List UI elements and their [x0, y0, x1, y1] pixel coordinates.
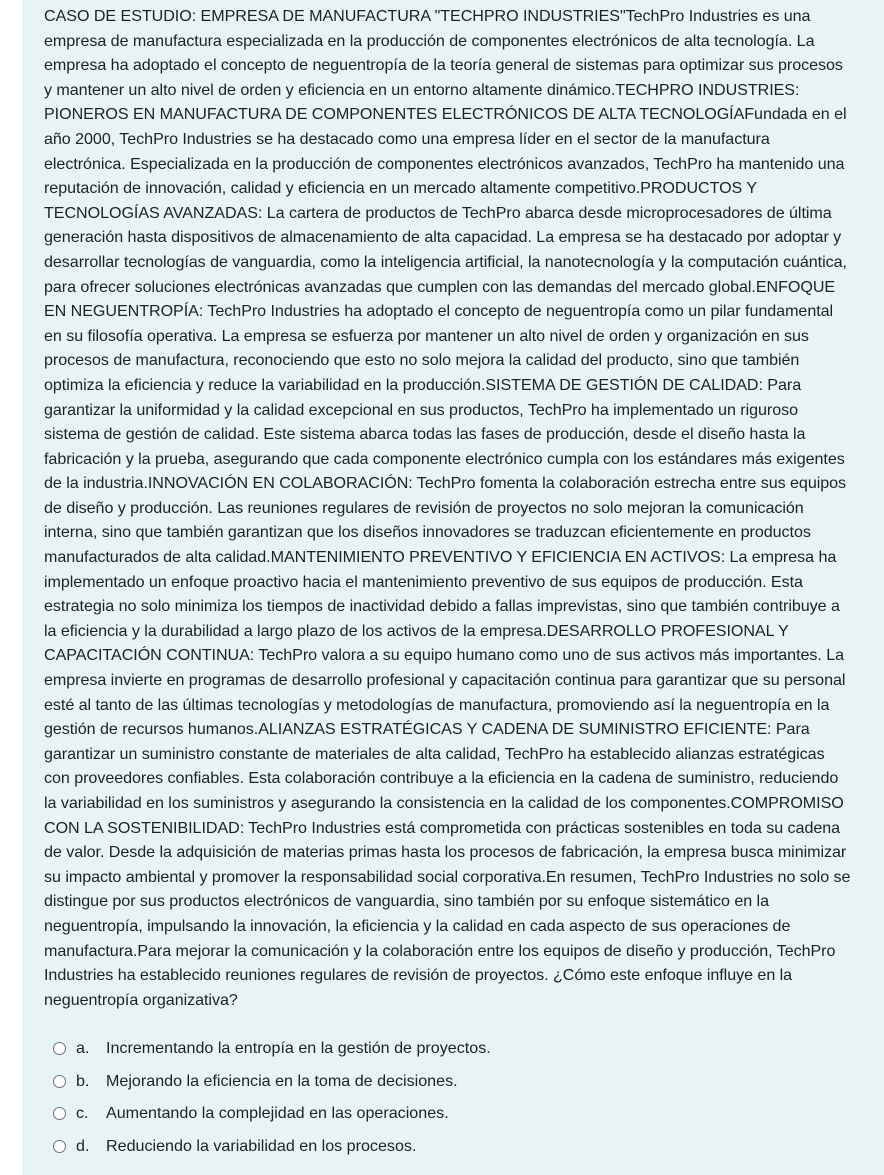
answer-text-c: Aumentando la complejidad en las operaciones. [106, 1104, 449, 1123]
question-card [22, 0, 884, 1175]
answer-option-b[interactable] [44, 1065, 854, 1098]
answer-option-c[interactable] [44, 1098, 854, 1131]
answer-letter-d: d. [76, 1136, 90, 1155]
answer-option-d[interactable] [44, 1130, 854, 1163]
radio-button-b[interactable] [53, 1075, 66, 1088]
answer-text-a: Incrementando la entropía en la gestión de proyectos. [106, 1039, 491, 1058]
answer-text-b: Mejorando la eficiencia en la toma de decisiones. [106, 1071, 458, 1090]
radio-button-c[interactable] [53, 1107, 66, 1120]
radio-button-d[interactable] [53, 1140, 66, 1153]
question-text: CASO DE ESTUDIO: EMPRESA DE MANUFACTURA "TECHPRO INDUSTRIES"TechPro Industries es una empresa de manufactura especializada en la producción de componentes electrónicos de alta tecnología. La empresa ha adoptado el concepto de neguentropía de la teoría general de sistemas para optimizar sus procesos y mantener un alto nivel de orden y eficiencia en un entorno altamente dinámico.TECHPRO INDUSTRIES: PIONEROS EN MANUFACTURA DE COMPONENTES ELECTRÓNICOS DE ALTA TECNOLOGÍAFundada en el año 2000, TechPro Industries se ha destacado como una empresa líder en el sector de la manufactura electrónica. Especializada en la producción de componentes electrónicos avanzados, TechPro ha mantenido una reputación de innovación, calidad y eficiencia en un mercado altamente competitivo.PRODUCTOS Y TECNOLOGÍAS AVANZADAS: La cartera de productos de TechPro abarca desde microprocesadores de última generación hasta dispositivos de almacenamiento de alta capacidad. La empresa se ha destacado por adoptar y desarrollar tecnologías de vanguardia, como la inteligencia artificial, la nanotecnología y la computación cuántica, para ofrecer soluciones electrónicas avanzadas que cumplen con las demandas del mercado global.ENFOQUE EN NEGUENTROPÍA: TechPro Industries ha adoptado el concepto de neguentropía como un pilar fundamental en su filosofía operativa. La empresa se esfuerza por mantener un alto nivel de orden y organización en sus procesos de manufactura, reconociendo que esto no solo mejora la calidad del producto, sino que también optimiza la eficiencia y reduce la variabilidad en la producción.SISTEMA DE GESTIÓN DE CALIDAD: Para garantizar la uniformidad y la calidad excepcional en sus productos, TechPro ha implementado un riguroso sistema de gestión de calidad. Este sistema abarca todas las fases de producción, desde el diseño hasta la fabricación y la prueba, asegurando que cada componente electrónico cumpla con los estándares más exigentes de la industria.INNOVACIÓN EN COLABORACIÓN: TechPro fomenta la colaboración estrecha entre sus equipos de diseño y producción. Las reuniones regulares de revisión de proyectos no solo mejoran la comunicación interna, sino que también garantizan que los diseños innovadores se traduzcan eficientemente en productos manufacturados de alta calidad.MANTENIMIENTO PREVENTIVO Y EFICIENCIA EN ACTIVOS: La empresa ha implementado un enfoque proactivo hacia el mantenimiento preventivo de sus equipos de producción. Esta estrategia no solo minimiza los tiempos de inactividad debido a fallas imprevistas, sino que también contribuye a la eficiencia y la durabilidad a largo plazo de los activos de la empresa.DESARROLLO PROFESIONAL Y CAPACITACIÓN CONTINUA: TechPro valora a su equipo humano como uno de sus activos más importantes. La empresa invierte en programas de desarrollo profesional y capacitación continua para garantizar que su personal esté al tanto de las últimas tecnologías y metodologías de manufactura, promoviendo así la neguentropía en la gestión de recursos humanos.ALIANZAS ESTRATÉGICAS Y CADENA DE SUMINISTRO EFICIENTE: Para garantizar un suministro constante de materiales de alta calidad, TechPro ha establecido alianzas estratégicas con proveedores confiables. Esta colaboración contribuye a la eficiencia en la cadena de suministro, reduciendo la variabilidad en los suministros y asegurando la consistencia en la calidad de los componentes.COMPROMISO CON LA SOSTENIBILIDAD: TechPro Industries está comprometida con prácticas sostenibles en toda su cadena de valor. Desde la adquisición de materias primas hasta los procesos de fabricación, la empresa busca minimizar su impacto ambiental y promover la responsabilidad social corporativa.En resumen, TechPro Industries no solo se distingue por sus productos electrónicos de vanguardia, sino también por su enfoque sistemático en la neguentropía, impulsando la innovación, la eficiencia y la calidad en cada aspecto de sus operaciones de manufactura.Para mejorar la comunicación y la colaboración entre los equipos de diseño y producción, TechPro Industries ha establecido reuniones regulares de revisión de proyectos. ¿Cómo este enfoque influye en la neguentropía organizativa? [44, 7, 851, 1009]
answer-option-a[interactable] [44, 1032, 854, 1065]
answer-letter-a: a. [76, 1039, 90, 1058]
answer-letter-c: c. [76, 1104, 89, 1123]
answer-list [44, 1032, 854, 1162]
radio-button-a[interactable] [53, 1042, 66, 1055]
answer-letter-b: b. [76, 1071, 90, 1090]
answer-text-d: Reduciendo la variabilidad en los procesos. [106, 1136, 417, 1155]
